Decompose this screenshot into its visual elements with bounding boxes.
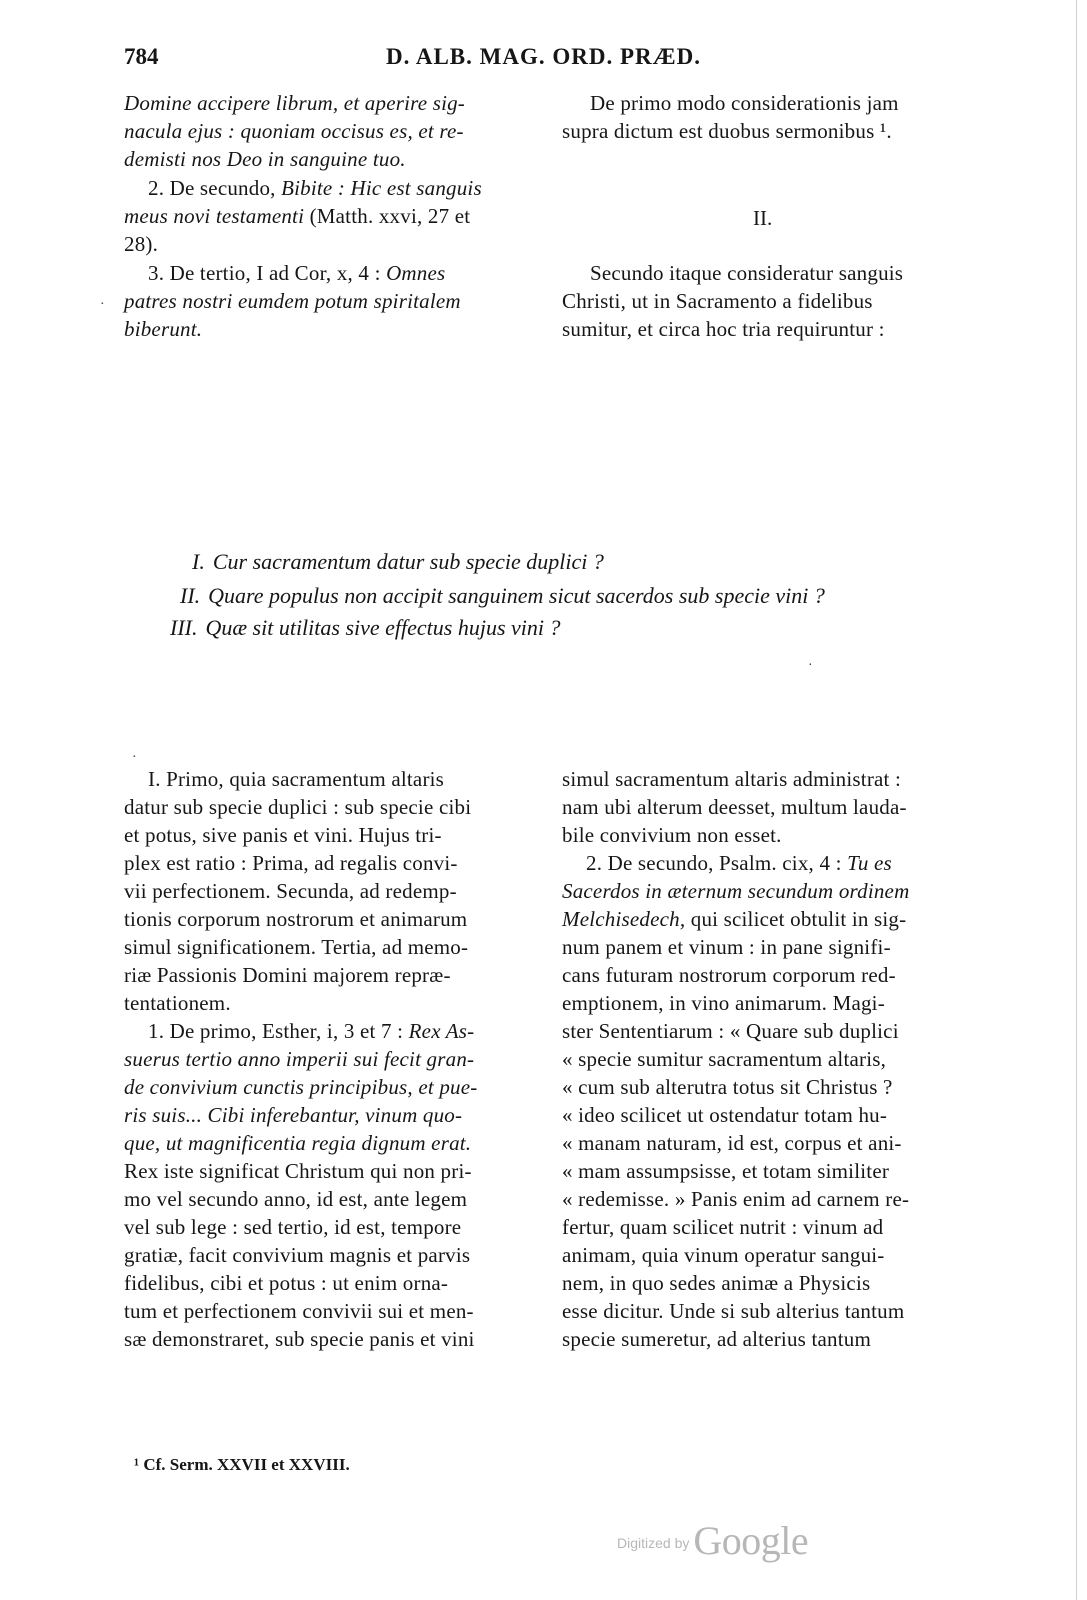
question-label: I. <box>192 549 205 574</box>
text-line: « manam naturam, id est, corpus et ani- <box>562 1131 902 1155</box>
text-line: Rex iste significat Christum qui non pri- <box>124 1159 472 1183</box>
text-line: sæ demonstraret, sub specie panis et vini <box>124 1327 475 1351</box>
question-text: Quare populus non accipit sanguinem sicut sacerdos sub specie vini ? <box>208 583 825 608</box>
text-line: tum et perfectionem convivii sui et men- <box>124 1299 474 1323</box>
text-span: (Matth. xxvi, 27 et <box>304 204 471 228</box>
text-line: riæ Passionis Domini majorem repræ- <box>124 963 451 987</box>
scan-speck: · <box>100 297 105 312</box>
text-line: specie sumeretur, ad alterius tantum <box>562 1327 872 1351</box>
text-line <box>586 849 892 877</box>
text-line: fertur, quam scilicet nutrit : vinum ad <box>562 1215 884 1239</box>
question-text: Quæ sit utilitas sive effectus hujus vini ? <box>205 615 561 640</box>
text-line: sumitur, et circa hoc tria requiruntur : <box>562 317 885 341</box>
text-line: « mam assumpsisse, et totam similiter <box>562 1159 890 1183</box>
text-line: Secundo itaque consideratur sanguis <box>590 261 904 285</box>
text-span: Melchisedech, <box>562 907 686 931</box>
text-span: Omnes <box>386 261 446 285</box>
text-line: « specie sumitur sacramentum altaris, <box>562 1047 887 1071</box>
running-title: D. ALB. MAG. ORD. PRÆD. <box>386 44 701 69</box>
text-span: meus novi testamenti <box>124 204 305 228</box>
text-line: gratiæ, facit convivium magnis et parvis <box>124 1243 471 1267</box>
scan-edge <box>1076 0 1077 1600</box>
question-label: II. <box>180 583 201 608</box>
text-line: fidelibus, cibi et potus : ut enim orna- <box>124 1271 449 1295</box>
text-line: esse dicitur. Unde si sub alterius tantum <box>562 1299 905 1323</box>
text-line: nem, in quo sedes animæ a Physicis <box>562 1271 871 1295</box>
text-line: I. Primo, quia sacramentum altaris <box>148 767 445 791</box>
text-span: 2. De secundo, Psalm. cix, 4 : <box>586 851 848 875</box>
question-item <box>192 545 604 579</box>
text-line <box>124 202 470 230</box>
text-line: tentationem. <box>124 991 231 1015</box>
google-logo: Google <box>693 1518 809 1563</box>
text-line: « redemisse. » Panis enim ad carnem re- <box>562 1187 910 1211</box>
question-item <box>170 611 561 645</box>
digitized-by-google-watermark <box>617 1517 808 1564</box>
text-line: 28). <box>124 232 159 256</box>
text-line: ster Sententiarum : « Quare sub duplici <box>562 1019 899 1043</box>
text-line <box>148 1017 474 1045</box>
text-line: De primo modo considerationis jam <box>590 91 899 115</box>
footnote: ¹ Cf. Serm. XXVII et XXVIII. <box>134 1455 350 1474</box>
section-heading: II. <box>753 206 773 230</box>
text-line: de convivium cunctis principibus, et pue- <box>124 1075 478 1099</box>
text-line: tionis corporum nostrorum et animarum <box>124 907 468 931</box>
text-line: nam ubi alterum deesset, multum lauda- <box>562 795 907 819</box>
text-line: supra dictum est duobus sermonibus ¹. <box>562 119 892 143</box>
text-line: nacula ejus : quoniam occisus es, et re- <box>124 119 464 143</box>
text-line: num panem et vinum : in pane signifi- <box>562 935 891 959</box>
text-line: bile convivium non esset. <box>562 823 782 847</box>
text-span: Tu es <box>847 851 892 875</box>
text-line <box>148 259 445 287</box>
text-line: vii perfectionem. Secunda, ad redemp- <box>124 879 457 903</box>
text-line: datur sub specie duplici : sub specie cibi <box>124 795 472 819</box>
text-line: demisti nos Deo in sanguine tuo. <box>124 147 406 171</box>
text-span: 1. De primo, Esther, i, 3 et 7 : <box>148 1019 409 1043</box>
text-line: patres nostri eumdem potum spiritalem <box>124 289 461 313</box>
text-line: simul sacramentum altaris administrat : <box>562 767 902 791</box>
text-line: vel sub lege : sed tertio, id est, tempore <box>124 1215 462 1239</box>
text-line: ris suis... Cibi inferebantur, vinum quo- <box>124 1103 463 1127</box>
watermark-prefix: Digitized by <box>617 1535 690 1551</box>
text-line: mo vel secundo anno, id est, ante legem <box>124 1187 468 1211</box>
text-line <box>562 905 906 933</box>
question-text: Cur sacramentum datur sub specie duplici ? <box>212 549 604 574</box>
text-line: Sacerdos in æternum secundum ordinem <box>562 879 910 903</box>
text-line: simul significationem. Tertia, ad memo- <box>124 935 469 959</box>
text-line: cans futuram nostrorum corporum red- <box>562 963 896 987</box>
text-line: que, ut magnificentia regia dignum erat. <box>124 1131 472 1155</box>
text-line <box>148 174 482 202</box>
text-line: animam, quia vinum operatur sangui- <box>562 1243 885 1267</box>
question-label: III. <box>170 615 198 640</box>
question-item <box>180 579 825 613</box>
text-line: « cum sub alterutra totus sit Christus ? <box>562 1075 893 1099</box>
page-number: 784 <box>124 44 159 69</box>
text-line: « ideo scilicet ut ostendatur totam hu- <box>562 1103 888 1127</box>
text-line: plex est ratio : Prima, ad regalis convi- <box>124 851 458 875</box>
text-line: Christi, ut in Sacramento a fidelibus <box>562 289 873 313</box>
text-line: Domine accipere librum, et aperire sig- <box>124 91 466 115</box>
text-line: suerus tertio anno imperii sui fecit gran- <box>124 1047 475 1071</box>
text-line: biberunt. <box>124 317 203 341</box>
text-span: 2. De secundo, <box>148 176 282 200</box>
scan-speck: · <box>132 750 137 765</box>
scan-speck: · <box>808 658 813 673</box>
text-span: qui scilicet obtulit in sig- <box>685 907 907 931</box>
text-span: Rex As- <box>408 1019 475 1043</box>
text-span: 3. De tertio, I ad Cor, x, 4 : <box>148 261 387 285</box>
text-line: et potus, sive panis et vini. Hujus tri- <box>124 823 442 847</box>
text-span: Bibite : Hic est sanguis <box>281 176 482 200</box>
text-line: emptionem, in vino animarum. Magi- <box>562 991 885 1015</box>
